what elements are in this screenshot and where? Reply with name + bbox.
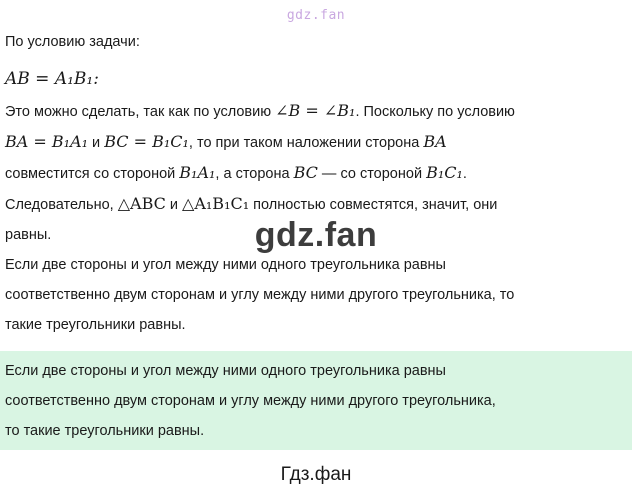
paragraph-2	[5, 127, 627, 158]
paragraph-1-math-a: ∠B = ∠B₁	[275, 101, 356, 120]
paragraph-2-math-b: BC = B₁C₁	[104, 132, 189, 151]
document-body	[5, 28, 627, 340]
paragraph-4-text-c: полностью совместятся, значит, они	[249, 197, 498, 213]
equation-line	[5, 56, 627, 94]
paragraph-4-text-a: Следовательно,	[5, 197, 118, 213]
paragraph-1-text-a: Это можно сделать, так как по условию	[5, 104, 276, 120]
watermark-top: gdz.fan	[286, 8, 346, 23]
highlight-line-3: то такие треугольники равны.	[5, 423, 205, 439]
conclusion-line-3: такие треугольники равны.	[5, 317, 186, 333]
paragraph-3	[5, 158, 627, 189]
paragraph-3-text-b: , а сторона	[215, 166, 294, 182]
highlight-line-2: соответственно двум сторонам и углу между ними другого треугольника,	[5, 393, 496, 409]
footer-brand: Гдз.фан	[280, 464, 352, 485]
paragraph-4-text-b: и	[165, 197, 183, 213]
watermark-center: gdz.fan	[254, 216, 378, 254]
paragraph-4-math-b: △A₁B₁C₁	[182, 194, 250, 213]
conclusion-line-2: соответственно двум сторонам и углу между ними другого треугольника, то	[5, 287, 515, 303]
paragraph-2-text-a: и	[88, 135, 105, 151]
paragraph-2-math-c: BA	[423, 132, 447, 151]
highlight-line-1: Если две стороны и угол между ними одного треугольника равны	[5, 363, 446, 379]
paragraph-3-text-a: совместится со стороной	[5, 166, 180, 182]
paragraph-1	[5, 96, 627, 127]
highlight-content	[5, 356, 629, 446]
equation-text: AB = A₁B₁:	[5, 69, 99, 89]
paragraph-2-text-b: , то при таком наложении сторона	[188, 135, 424, 151]
conclusion-line-1: Если две стороны и угол между ними одного треугольника равны	[5, 257, 446, 273]
paragraph-2-math-a: BA = B₁A₁	[5, 132, 89, 151]
paragraph-5: равны.	[5, 227, 52, 243]
paragraph-3-math-b: BC	[293, 163, 318, 182]
paragraph-4-math-a: △ABC	[117, 194, 166, 213]
paragraph-3-math-a: B₁A₁	[179, 163, 216, 182]
paragraph-1-text-b: . Поскольку по условию	[355, 104, 515, 120]
paragraph-3-math-c: B₁C₁	[426, 163, 463, 182]
intro-line: По условию задачи:	[5, 34, 140, 50]
paragraph-3-text-d: .	[462, 166, 467, 182]
paragraph-3-text-c: — со стороной	[317, 166, 427, 182]
